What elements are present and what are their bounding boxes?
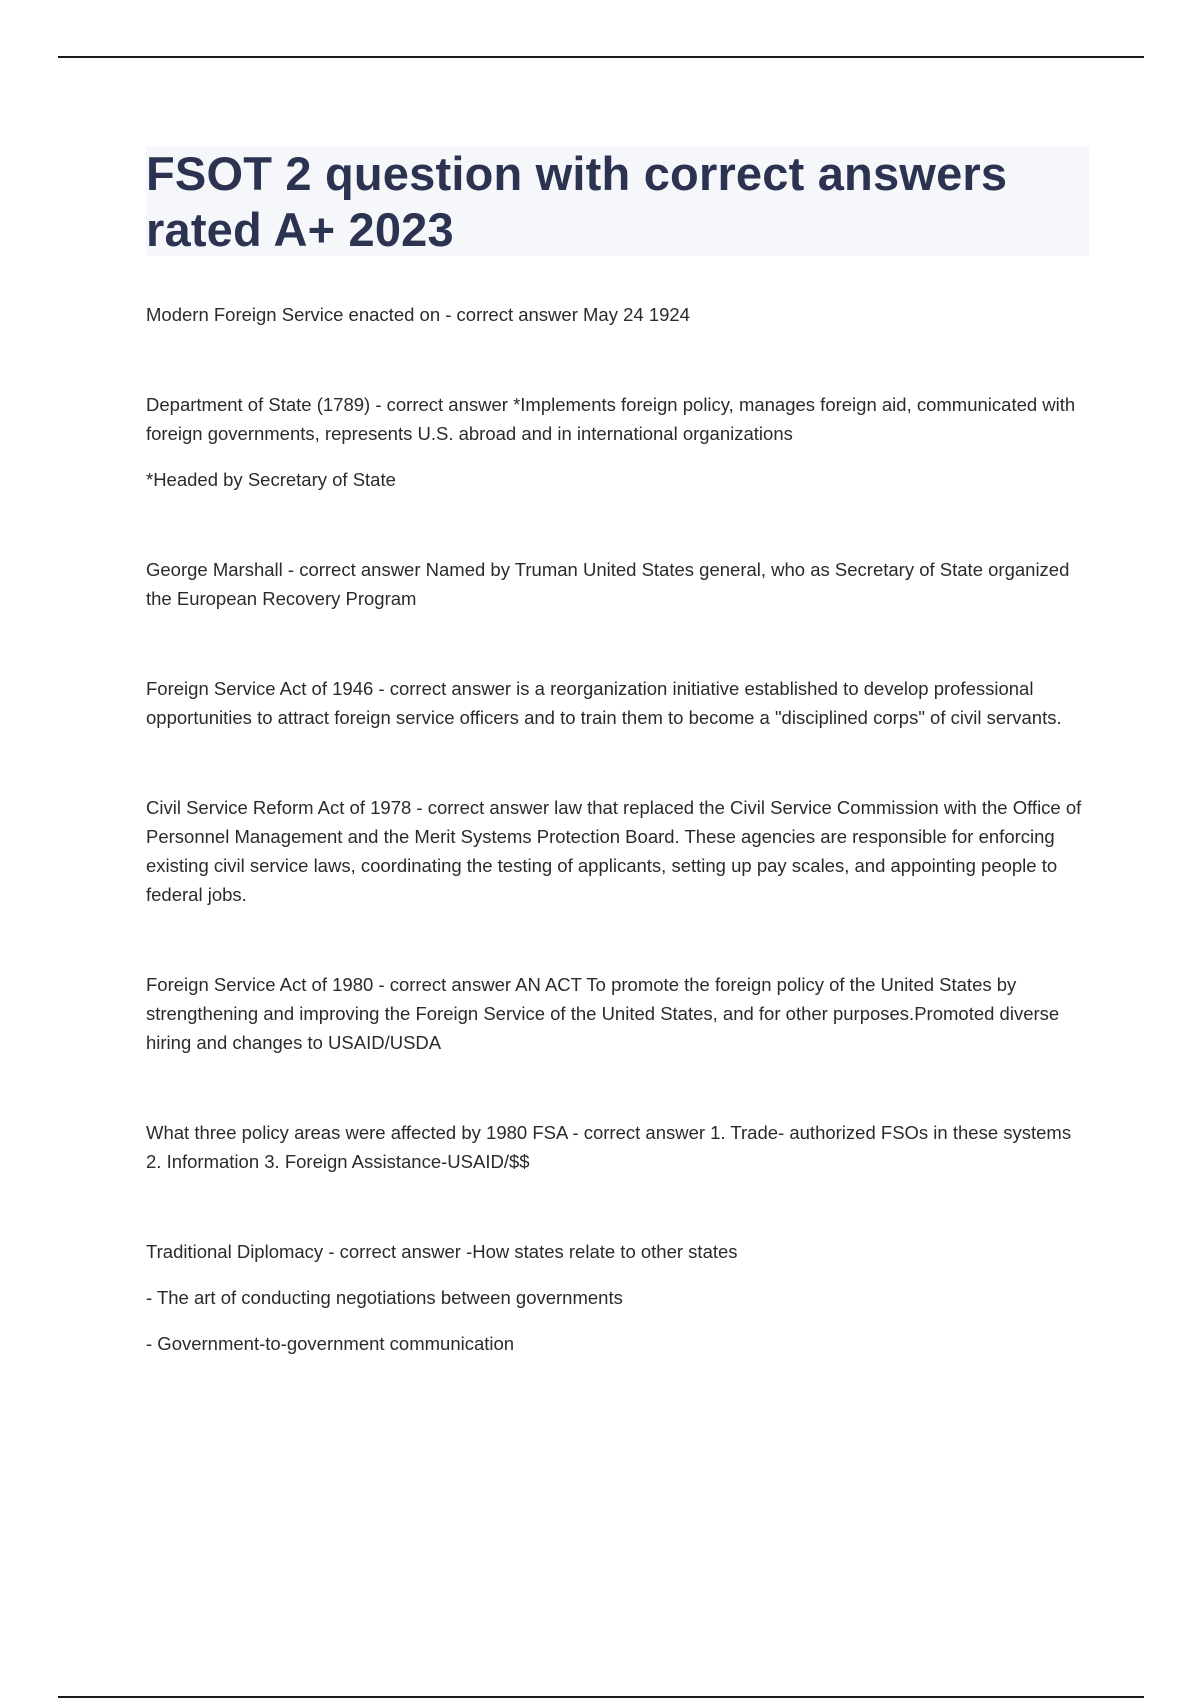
top-rule [58,56,1144,58]
qa-entry [146,1118,1091,1176]
qa-entry [146,1237,1091,1358]
qa-text: Foreign Service Act of 1946 - correct answer is a reorganization initiative established to develop professional opportunities to attract foreign service officers and to train them to become a "disciplined corps" of civil servants. [146,678,1062,728]
qa-entry [146,555,1091,613]
qa-text: Modern Foreign Service enacted on - correct answer May 24 1924 [146,304,690,325]
title-block [146,146,1089,256]
qa-text: Foreign Service Act of 1980 - correct answer AN ACT To promote the foreign policy of the United States by strengthening and improving the Foreign Service of the United States, and for other purposes.Promoted diverse hiring and changes to USAID/USDA [146,974,1060,1053]
qa-entry [146,793,1091,909]
qa-text: Department of State (1789) - correct answer *Implements foreign policy, manages foreign aid, communicated with foreign governments, represents U.S. abroad and in international organizations [146,394,1076,444]
page-title: FSOT 2 question with correct answers rated A+ 2023 [146,147,1008,256]
qa-text: George Marshall - correct answer Named by Truman United States general, who as Secretary of State organized the European Recovery Program [146,559,1070,609]
qa-entry [146,390,1091,494]
qa-entry [146,300,1091,329]
qa-entry [146,674,1091,732]
qa-list [146,300,1091,1358]
qa-text: Civil Service Reform Act of 1978 - correct answer law that replaced the Civil Service Commission with the Office of Personnel Management and the Merit Systems Protection Board. These agencies are responsible for enforcing existing civil service laws, coordinating the testing of applicants, setting up pay scales, and appointing people to federal jobs. [146,797,1082,905]
qa-text: - Government-to-government communication [146,1333,515,1354]
qa-entry [146,970,1091,1057]
qa-text: Traditional Diplomacy - correct answer -How states relate to other states [146,1241,738,1262]
qa-text: *Headed by Secretary of State [146,469,396,490]
qa-text: What three policy areas were affected by 1980 FSA - correct answer 1. Trade- authorized FSOs in these systems 2. Information 3. Foreign Assistance-USAID/$$ [146,1122,1072,1172]
bottom-rule [58,1696,1144,1698]
qa-text: - The art of conducting negotiations between governments [146,1287,623,1308]
